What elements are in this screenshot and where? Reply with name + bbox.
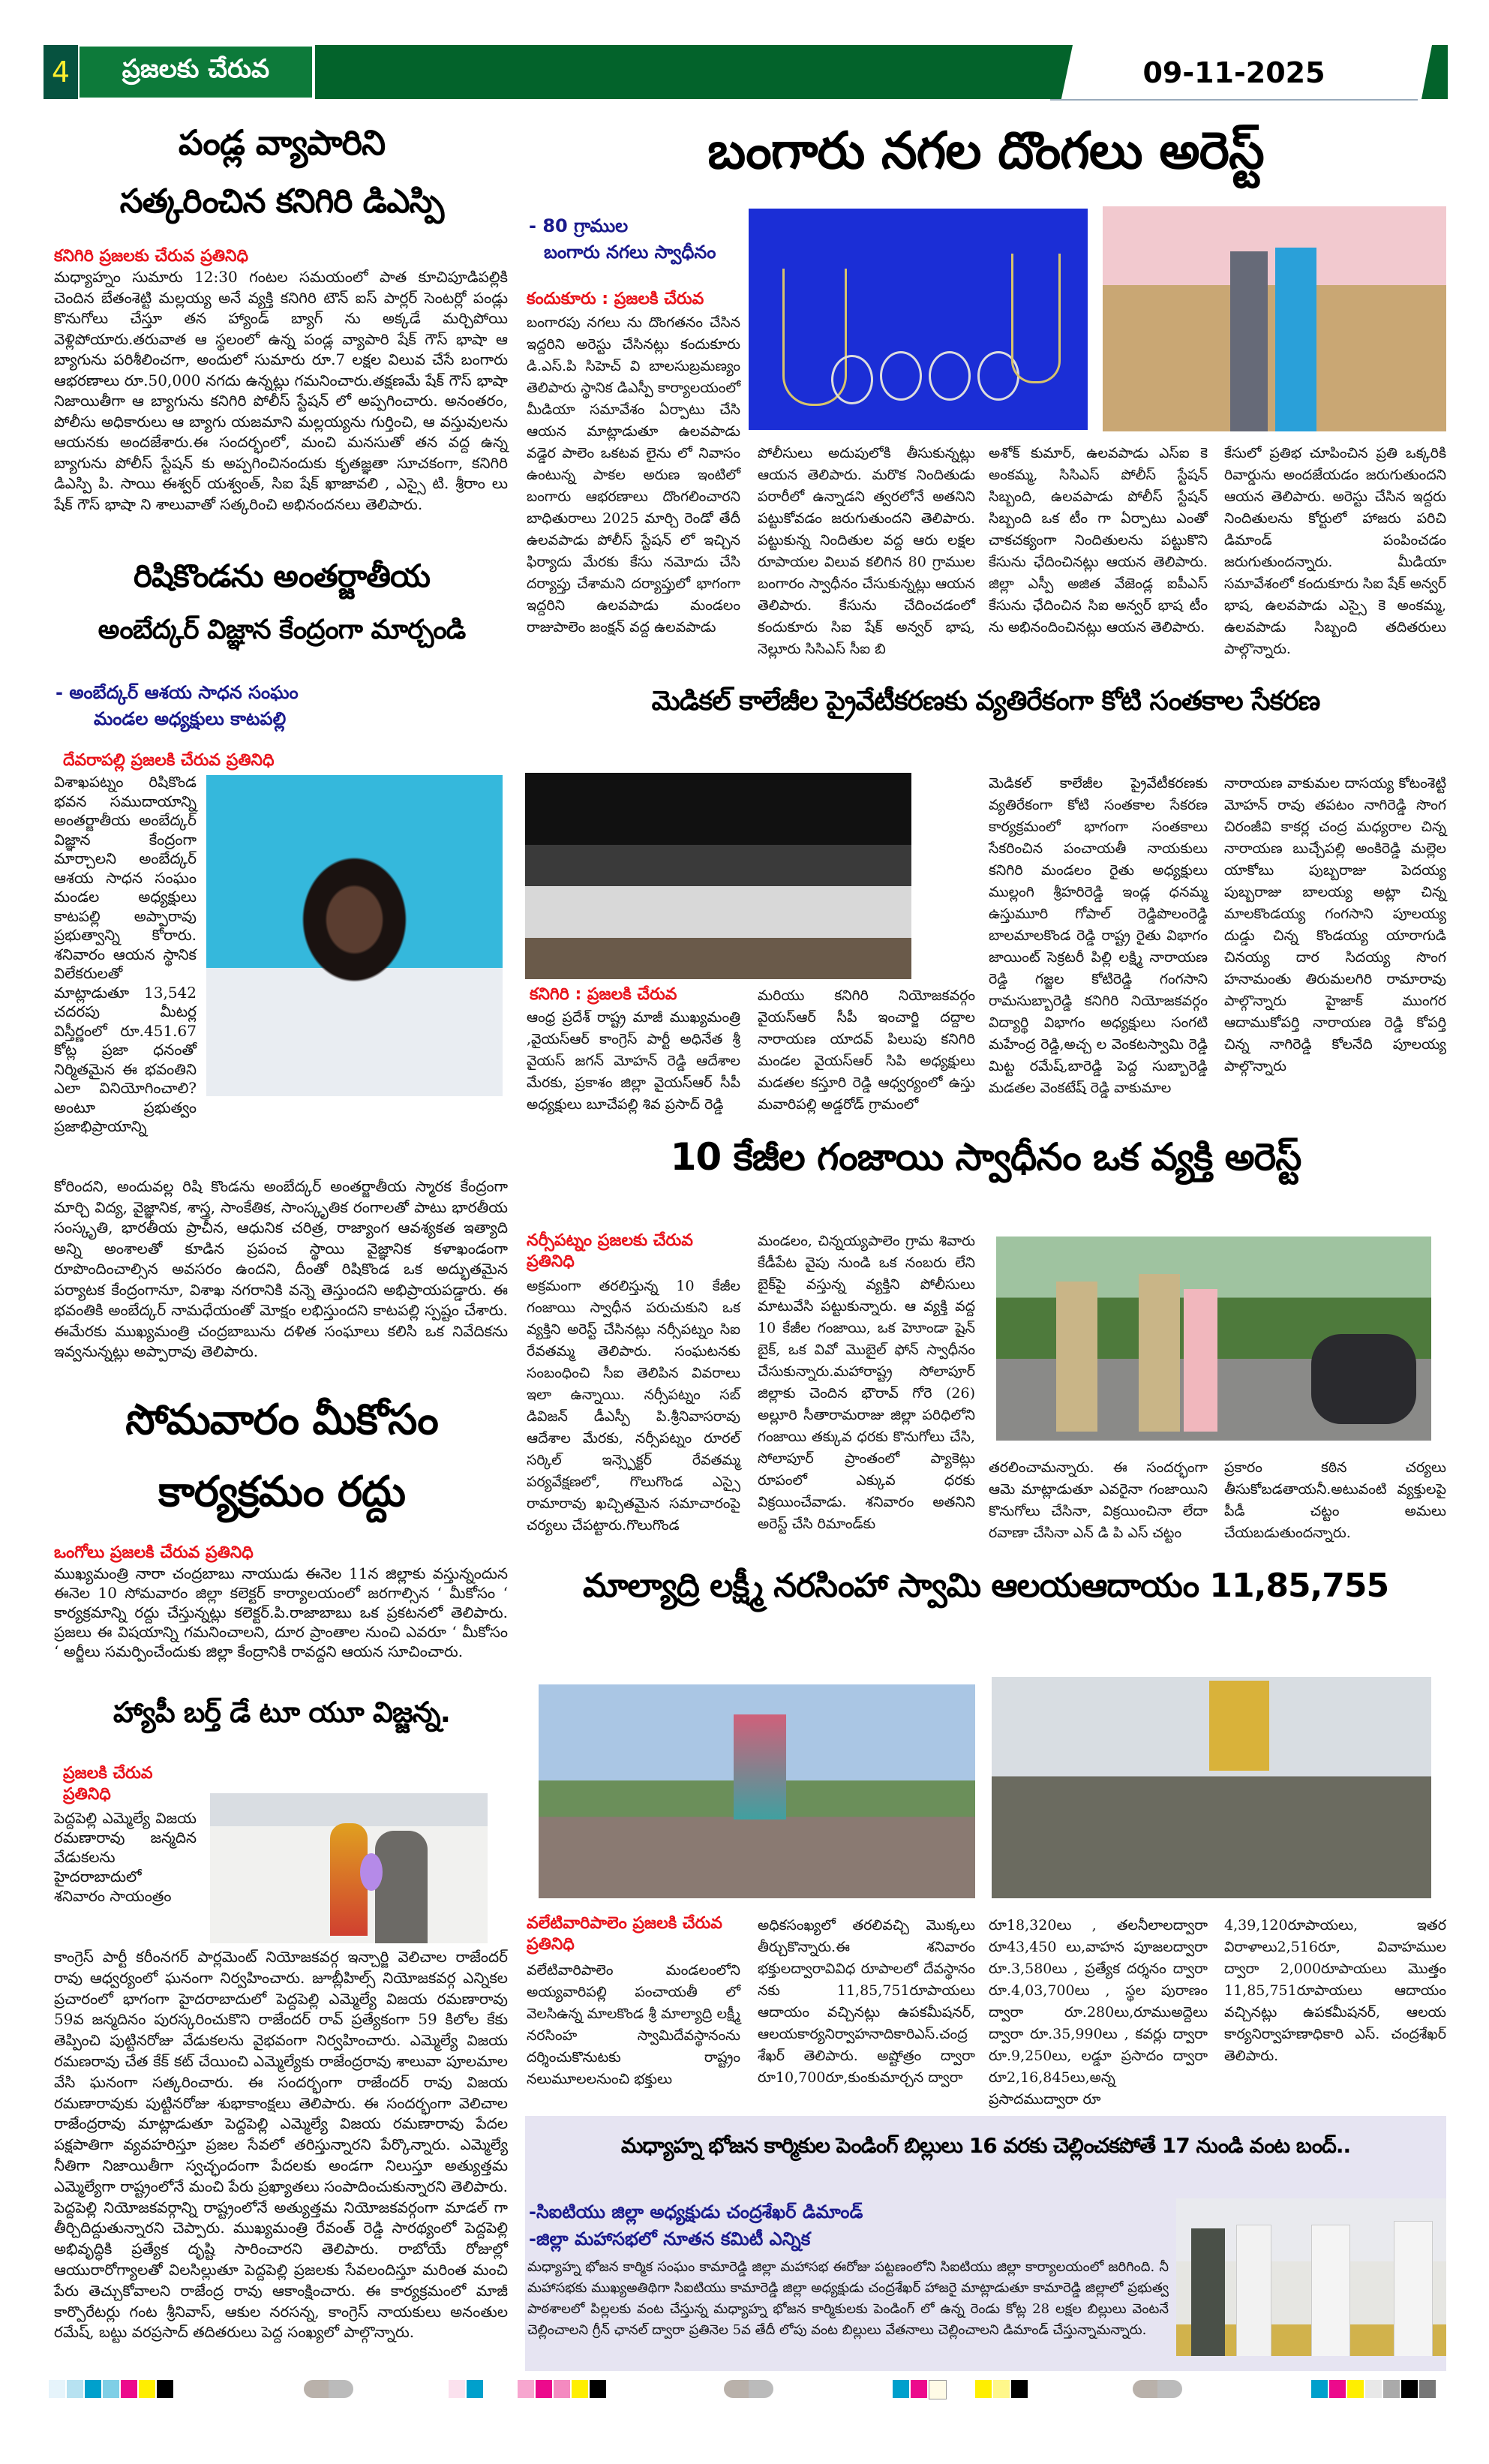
subheading: - 80 గ్రాముల — [529, 215, 629, 236]
article-body: మధ్యాహ్న భోజన కార్మిక సంఘం కామారెడ్డి జిల్లా మహాసభ ఈరోజు పట్టణంలోని సిఐటియు జిల్లా కార్యాలయంలో జరిగింది. నీ మహాసభకు ముఖ్యఅతిథిగా సిఐటియు కామారెడ్డి జిల్లా అధ్యక్షుడు చంద్రశేఖర్ హాజరై మాట్లాడుతూ కామారెడ్డి జిల్లాలో ప్రభుత్వ పాఠశాలలో పిల్లలకు వంట చేస్తున్న మధ్యాహ్న భోజన కార్మికులకు పెండింగ్ లో ఉన్న రెండు కోట్ల 28 లక్షల బిల్లులు వెంటనే చెల్లించాలని గ్రీన్ ఛానల్ ద్వారా ప్రతినెల 5వ తేదీ లోపు వంట బిల్లులు వేతనాలు చెల్లించాలని డిమాండ్ చేస్తున్నామన్నారు. — [527, 2259, 1169, 2338]
byline: నర్సీపట్నం ప్రజలకు చేరువ ప్రతినిధి — [527, 1231, 693, 1271]
byline: ఒంగోలు ప్రజలకి చేరువ ప్రతినిధి — [54, 1543, 254, 1562]
headline-ganja: 10 కేజీల గంజాయి స్వాధీనం ఒక వ్యక్తి అరెస్ట్ — [670, 1135, 1301, 1179]
color-registration-bar — [49, 2380, 173, 2398]
article-column: తరలించామన్నారు. ఈ సందర్భంగా ఆమె మాట్లాడుతూ ఎవరైనా గంజాయిని కొనుగోలు చేసినా, విక్రయించినా లేదా రవాణా చేసినా ఎన్ డి పి ఎస్ చట్టం — [989, 1459, 1208, 1541]
article-column: అశోక్ కుమార్, ఉలవపాడు ఎస్ఐ కె అంకమ్మ, సిసిఎస్ పోలీస్ స్టేషన్ సిబ్బంది, ఉలవపాడు పోలీస్ స్టేషన్ సిబ్బంది ఒక టీం గా ఏర్పాటు ఎంతో చాకచక్యంగా నిందితులను పట్టుకొని కేసును ఛేదించినట్లు ఆయన తెలిపారు. జిల్లా ఎస్పీ అజిత వేజెండ్ల ఐపీఎస్ కేసును ఛేదించిన సిఐ అన్వర్ భాష టీం ను అభినందించినట్లు ఆయన తెలిపారు. — [989, 445, 1208, 636]
article-column: 4,39,120రూపాయలు, ఇతర విరాళాలు2,516రూ, వివాహముల ద్వారా 2,000రూపాయలు మొత్తం 11,85,751రూపాయలు ఆదాయం వచ్చినట్లు ఉపకమీషనర్, ఆలయ కార్యనిర్వాహణాధికారి ఎస్. చంద్రశేఖర్ తెలిపారు. — [1224, 1917, 1446, 2064]
registration-pill — [1133, 2380, 1182, 2398]
masthead-title: ప్రజలకు చేరువ — [80, 47, 312, 98]
temple-photo-2 — [992, 1677, 1431, 1898]
article-body: కాంగ్రెస్ పార్టీ కరీంనగర్ పార్లమెంట్ నియోజకవర్గ ఇన్చార్జి వెలిచాల రాజేందర్ రావు ఆధ్వర్యంలో ఘనంగా నిర్వహించారు. జూబ్లీహిల్స్ నియోజకవర్గ ఎన్నికల ప్రచారంలో భాగంగా హైదరాబాదులో పెద్దపెల్లి ఎమ్మెల్యే విజయ రమణారావు 59వ జన్మదినం పురస్కరించుకొని రాజేందర్ రావ్ ప్రత్యేకంగా 59 కిలోల కేకు తెప్పించి పుట్టినరోజు వేడుకలను వైభవంగా నిర్వహించారు. ఎమ్మెల్యే విజయ రమణరావు చేత కేక్ కట్ చేయించి ఎమ్మెల్యేకు రాజేంద్రరావు శాలువా పూలమాల వేసి ఘనంగా సత్కరించారు. ఈ సందర్భంగా రాజేందర్ రావు విజయ రమణారావుకు పుట్టినరోజు శుభాకాంక్షలు తెలిపారు. ఈ సందర్భంగా వెలిచాల రాజేంద్రరావు మాట్లాడుతూ పెద్దపెల్లి ఎమ్మెల్యే విజయ రమణారావు పేదల పక్షపాతిగా వ్యవహరిస్తూ ప్రజల సేవలో తరిస్తున్నారని పేర్కొన్నారు. ఎమ్మెల్యే నీతిగా నిజాయితీగా స్వచ్ఛందంగా పేదలకు అండగా నిలుస్తూ అత్యుత్తమ ఎమ్మెల్యేగా రాష్ట్రంలోనే మంచి పేరు ప్రఖ్యాతలు సంపాదించుకున్నారని తెలిపారు. పెద్దపెల్లి నియోజకవర్గాన్ని రాష్ట్రంలోనే అత్యుత్తమ నియోజకవర్గంగా మాడల్ గా తీర్చిదిద్దుతున్నారని చెప్పారు. ముఖ్యమంత్రి రేవంత్ రెడ్డి సారథ్యంలో పెద్దపెల్లి అభివృద్ధికి ప్రత్యేక దృష్టి సారించారని తెలిపారు. రాబోయే రోజుల్లో ఆయురారోగ్యాలతో విలసిల్లుతూ పెద్దపెల్లి ప్రజలకు సేవలందిస్తూ మరింత మంచి పేరు తెచ్చుకోవాలని రాజేంద్ర రావు ఆకాంక్షించారు. ఈ కార్యక్రమంలో మాజీ కార్పొరేటర్లు గంట శ్రీనివాస్, ఆకుల నరసన్న, కాంగ్రెస్ నాయకులు అనంతుల రమేష్, బట్టు వరప్రసాద్ తదితరులు పెద్ద సంఖ్యలో పాల్గొన్నారు. — [54, 1948, 508, 2342]
headline-ambedkar-2: అంబేద్కర్ విజ్ఞాన కేంద్రంగా మార్చండి — [98, 614, 466, 645]
portrait-photo — [206, 775, 503, 1096]
page-number: 4 — [44, 45, 78, 99]
article-column: బంగారపు నగలు ను దొంగతనం చేసిన ఇద్దరిని అరెస్టు చేసినట్లు కందుకూరు డి.ఎస్.పి సిహెచ్ వి బాలసుబ్రమణ్యం తెలిపారు స్థానిక డిఎస్పీ కార్యాలయంలో మీడియా సమావేశం ఏర్పాటు చేసి ఆయన మాట్లాడుతూ ఉలవపాడు వడ్డెర పాలెం ఒకటవ లైను లో నివాసం ఉంటున్న పాకల అరుణ ఇంటిలో బంగారు ఆభరణాలు దొంగలించారని బాధితురాలు 2025 మార్చి రెండో తేదీ ఉలవపాడు పోలీస్ స్టేషన్ లో ఇచ్చిన ఫిర్యాదు మేరకు కేసు నమోదు చేసి దర్యాప్తు చేశామని దర్యాప్తులో భాగంగా ఇద్దరిని ఉలవపాడు మండలం రాజుపాలెం జంక్షన్ వద్ద ఉలవపాడు — [527, 314, 740, 636]
byline: వలేటివారిపాలెం ప్రజలకి చేరువ ప్రతినిధి — [527, 1914, 722, 1954]
color-registration-bar — [1311, 2380, 1436, 2398]
header-accent — [1421, 45, 1448, 99]
article-column: వలేటివారిపాలెం మండలంలోని అయ్యవారిపల్లి పంచాయతీ లో వెలసిఉన్న మాలకొండ శ్రీ మాల్యాద్రి లక్ష్మీ నరసింహ స్వామిదేవస్థానంను దర్శించుకొనుటకు రాష్ట్రం నలుమూలలనుంచి భక్తులు — [527, 1962, 740, 2087]
headline-ambedkar-1: రిషికొండను అంతర్జాతీయ — [133, 557, 431, 594]
article-column: ఆంధ్ర ప్రదేశ్ రాష్ట్ర మాజీ ముఖ్యమంత్రి ,వైయస్ఆర్ కాంగ్రెస్ పార్టీ అధినేత శ్రీ వైయస్ జగన్ మోహన్ రెడ్డి ఆదేశాల మేరకు, ప్రకాశం జిల్లా వైయస్ఆర్ సీపీ అధ్యక్షులు బూచేపల్లి శివ ప్రసాద్ రెడ్డి — [527, 1009, 740, 1113]
color-registration-bar — [975, 2380, 1028, 2398]
article-column: మండలం, చిన్నయ్యపాలెం గ్రామ శివారు కేడీపేట వైపు నుండి ఒక నంబరు లేని బైక్‌పై వస్తున్న వ్యక్తిని పోలీసులు మాటువేసి పట్టుకున్నారు. ఆ వ్యక్తి వద్ద 10 కేజీల గంజాయి, ఒక హెూండా షైన్ బైక్, ఒక వివో మొబైల్ ఫోన్ స్వాధీనం చేసుకున్నారు.మహారాష్ట్ర సోలాపూర్ జిల్లాకు చెందిన భౌరావ్ గోరె (26) అల్లూరి సీతారామరాజు జిల్లా పరిధిలోని గంజాయి తక్కువ ధరకు కొనుగోలు చేసి, సోలాపూర్ ప్రాంతంలో ప్యాకెట్లు రూపంలో ఎక్కువ ధరకు విక్రయించేవాడు. శనివారం అతనిని అరెస్ట్ చేసి రిమాండ్‌కు — [758, 1233, 975, 1532]
subheading: మండల అధ్యక్షులు కాటపల్లి — [94, 708, 287, 729]
issue-date: 09-11-2025 — [1050, 47, 1418, 101]
meeting-photo — [1176, 2198, 1446, 2356]
byline: కనిగిరి : ప్రజలకి చేరువ — [530, 985, 677, 1004]
article-column: అధికసంఖ్యలో తరలివచ్చి మొక్కలు తీర్చుకొన్నారు.ఈ శనివారం భక్తులద్వారావివిధ రూపాలలో దేవస్థానం నకు 11,85,751రూపాయలు ఆదాయం వచ్చినట్లు ఉపకమీషనర్, ఆలయకార్యనిర్వాహనాదికారిఎస్.చంద్ర శేఖర్ తెలిపారు. అష్టోత్రం ద్వారా రూ10,700రూ,కుంకుమార్చన ద్వారా — [758, 1917, 975, 2086]
article-body: కోరిందని, అందువల్ల రిషి కొండను అంబేద్కర్ అంతర్జాతీయ స్మారక కేంద్రంగా మార్చి విద్య, వైజ్ఞానిక, శాస్త్ర, సాంకేతిక, సాంస్కృతిక రంగాలతో పాటు భారతీయ సంస్కృతి, భారతీయ ప్రాచీన, ఆధునిక చరిత్ర, రాజ్యాంగ ఆవశ్యకత ఇత్యాది అన్ని అంశాలతో కూడిన ప్రపంచ స్థాయి వైజ్ఞానిక కళాఖండంగా రూపొందించాల్సిన అవసరం ఉందని, దీంతో రిషికొండ ఒక అద్భుతమైన పర్యాటక కేంద్రంగానూ, విశాఖ నగరానికి వన్నె తెస్తుందని అభిప్రాయపడ్డారు. ఈ భవంతికి అంబేద్కర్ నామధేయంతో మోక్షం లభిస్తుందని కాటపల్లి స్పష్టం చేశారు. ఈమేరకు ముఖ్యమంత్రి చంద్రబాబును దళిత సంఘాలు కలిసి ఒక నివేదికను ఇవ్వనున్నట్లు అప్పారావు తెలిపారు. — [54, 1177, 508, 1360]
article-body: పెద్దపెల్లి ఎమ్మెల్యే విజయ రమణారావు జన్మదిన వేడుకలను హైదరాబాదులో శనివారం సాయంత్రం — [54, 1809, 197, 1905]
headline-meekosam-1: సోమవారం మీకోసం — [125, 1396, 438, 1444]
article-column: ప్రకారం కఠిన చర్యలు తీసుకోబడతాయనీ.అటువంటి వ్యక్తులపై పీడీ చట్టం అమలు చేయబడుతుందన్నారు. — [1224, 1459, 1446, 1541]
signature-campaign-photo — [525, 773, 911, 979]
article-body: మధ్యాహ్నం సుమారు 12:30 గంటల సమయంలో పాత కూచిపూడిపల్లికి చెందిన బేతంశెట్టి మల్లయ్య అనే వ్యక్తి కనిగిరి టౌన్ ఐస్ పార్లర్ సెంటర్లో పండ్లు కొనుగోలు చేస్తూ తన హ్యాండ్ బ్యాగ్ ను అక్కడే మర్చిపోయి వెళ్లిపోయారు.తరువాత ఆ స్థలంలో ఉన్న పండ్ల వ్యాపారి షేక్ గౌస్ భాషా ఆ బ్యాగును పరిశీలించగా, అందులో సుమారు రూ.7 లక్షల విలువ చేసే బంగారు ఆభరణాలు రూ.50,000 నగదు ఉన్నట్లు గమనించారు.తక్షణమే షేక్ గౌస్ భాషా నిజాయితీగా ఆ బ్యాగును కనిగిరి పోలీస్ స్టేషన్ లో అప్పగించారు. అనంతరం, పోలీసు అధికారులు ఆ బ్యాగు యజమాని మల్లయ్యను గుర్తించి, ఆ వస్తువులను ఆయనకు అందజేశారు.ఈ సందర్భంలో, మంచి మనసుతో తన వద్ద ఉన్న బ్యాగును పోలీస్ స్టేషన్ కు అప్పగించినందుకు కృతజ్ఞతా సూచకంగా, కనిగిరి డిఎస్పి పి. సాయి ఈశ్వర్ యశ్వంత్, సిఐ షేక్ ఖాజావలి , ఎస్సై టి. శ్రీరాం లు షేక్ గౌస్ భాషా ని శాలువాతో సత్కరించి అభినందనలు తెలిపారు. — [54, 268, 508, 513]
article-column: అక్రమంగా తరలిస్తున్న 10 కేజీల గంజాయి స్వాధీన పరుచుకుని ఒక వ్యక్తిని అరెస్ట్ చేసినట్లు నర్సీపట్నం సిఐ రేవతమ్మ తెలిపారు. సంఘటనకు సంబంధించి సీఐ తెలిపిన వివరాలు ఇలా ఉన్నాయి. నర్సీపట్నం సబ్ డివిజన్ డీఎస్పీ పి.శ్రీనివాసరావు ఆదేశాల మేరకు, నర్సీపట్నం రూరల్ సర్కిల్ ఇన్స్పెక్టర్ రేవతమ్మ పర్యవేక్షణలో, గొలుగొండ ఎస్సై రామారావు ఖచ్చితమైన సమాచారంపై చర్యలు చేపట్టారు.గొలుగొండ — [527, 1278, 740, 1534]
byline: ప్రజలకి చేరువ ప్రతినిధి — [63, 1764, 153, 1804]
seized-jewelry-photo — [749, 209, 1088, 430]
color-registration-bar — [893, 2380, 947, 2398]
article-body: ముఖ్యమంత్రి నారా చంద్రబాబు నాయుడు ఈనెల 11న జిల్లాకు వస్తున్నందున ఈనెల 10 సోమవారం జిల్లా కలెక్టర్ కార్యాలయంలో జరగాల్సిన ‘ మీకోసం ‘ కార్యక్రమాన్ని రద్దు చేస్తున్నట్లు కలెక్టర్.పి.రాజాబాబు ఒక ప్రకటనలో తెలిపారు. ప్రజలు ఈ విషయాన్ని గమనించాలని, దూర ప్రాంతాల నుంచి ఎవరూ ‘ మీకోసం ‘ అర్జీలు సమర్పించేందుకు జిల్లా కేంద్రానికి రావద్దని ఆయన సూచించారు. — [54, 1564, 508, 1660]
headline-fruit-vendor-2: సత్కరించిన కనిగిరి డిఎస్పి — [119, 182, 444, 221]
color-registration-bar — [518, 2380, 606, 2398]
birthday-photo — [210, 1793, 488, 1943]
article-column: కేసులో ప్రతిభ చూపించిన ప్రతి ఒక్కరికి రివార్డును అందజేయడం జరుగుతుందని ఆయన తెలిపారు. అరెస్టు చేసిన ఇద్దరు నిందితులను కోర్టులో హాజరు పరిచి డిమాండ్ పంపించడం జరుగుతుందన్నారు. మీడియా సమావేశంలో కందుకూరు సిఐ షేక్ అన్వర్ భాష, ఉలవపాడు ఎస్సై కె అంకమ్మ, ఉలవపాడు సిబ్బంది తదితరులు పాల్గొన్నారు. — [1224, 445, 1446, 657]
subheading: - అంబేద్కర్ ఆశయ సాధన సంఘం — [56, 682, 299, 703]
article-body: విశాఖపట్నం రిషికొండ భవన సముదాయాన్ని అంతర్జాతీయ అంబేద్కర్ విజ్ఞాన కేంద్రంగా మార్చాలని అంబేద్కర్ ఆశయ సాధన సంఘం మండల అధ్యక్షులు కాటపల్లి అప్పారావు ప్రభుత్వాన్ని కోరారు. శనివారం ఆయన స్థానిక విలేకరులతో మాట్లాడుతూ 13,542 చదరపు మీటర్ల విస్తీర్ణంలో రూ.451.67 కోట్ల ప్రజా ధనంతో నిర్మితమైన ఈ భవంతిని ఎలా వినియోగించాలి? అంటూ ప్రభుత్వం ప్రజాభిప్రాయాన్ని — [54, 773, 197, 1135]
header-bar — [315, 45, 1073, 99]
headline-medical-colleges: మెడికల్ కాలేజీల ప్రైవేటీకరణకు వ్యతిరేకంగా కోటి సంతకాల సేకరణ — [651, 686, 1320, 717]
article-column: రూ18,320లు , తలనీలాలద్వారా రూ43,450 లు,వాహన పూజలద్వారా రూ.3,580లు , ప్రత్యేక దర్శనం ద్వారా రూ.4,03,700లు , స్థల పురాణం ద్వారా రూ.280లు,రూముఅద్దెలు ద్వారా రూ.35,990లు , కవర్లు ద్వారా రూ.9,250లు, లడ్డూ ప్రసాదం ద్వారా రూ2,16,845లు,అన్న ప్రసాదముద్వారా రూ — [989, 1917, 1208, 2108]
byline: కందుకూరు : ప్రజలకి చేరువ — [527, 290, 704, 308]
headline-midday-meal: మధ్యాహ్న భోజన కార్మికుల పెండింగ్ బిల్లులు 16 వరకు చెల్లించకపోతే 17 నుండి వంట బంద్.. — [620, 2133, 1351, 2158]
registration-pill — [304, 2380, 353, 2398]
ganja-seizure-photo — [996, 1237, 1431, 1441]
registration-pill — [724, 2380, 773, 2398]
article-column: పోలీసులు అదుపులోకి తీసుకున్నట్లు ఆయన తెలిపారు. మరొక నిందితుడు పరారీలో ఉన్నాడని త్వరలోనే అతనిని పట్టుకోవడం జరుగుతుందని తెలిపారు. పట్టుకున్న నిందితుల వద్ద ఆరు లక్షల రూపాయల విలువ కలిగిన 80 గ్రాముల బంగారం స్వాధీనం చేసుకున్నట్లు ఆయన తెలిపారు. కేసును చేదించడంలో కందుకూరు సిఐ షేక్ అన్వర్ భాష, నెల్లూరు సిసిఎస్ సీఐ బి — [758, 445, 975, 657]
article-column: నారాయణ వాకుమల దాసయ్య కోటంశెట్టి మోహన్ రావు తపటం నాగిరెడ్డి సొంగ చిరంజీవి కాకర్ల చంద్ర మధ్యరాల చిన్న నారాయణ బుచ్చేపల్లి అంకిరెడ్డి మల్లెల యాకోబు పుబ్బరాజు పెదయ్య పుబ్బరాజు బాలయ్య అట్లా చిన్న మాలకొండయ్య గంగసాని పూలయ్య దుడ్డు చిన్న కొండయ్య యారాగుడి చినయ్య దార సిదయ్య సొంగ హనామంతు తిరుమలగిరి రామారావు పాల్గొన్నారు హైజాక్ ముంగర ఆదాముకోపర్తి నారాయణ రెడ్డి కోపర్తి చిన్న నాగిరెడ్డి కోలనేది పూలయ్య పాల్గొన్నారు — [1224, 775, 1446, 1074]
headline-gold-theft: బంగారు నగల దొంగలు అరెస్ట్ — [707, 122, 1264, 181]
article-column: మెడికల్ కాలేజీల ప్రైవేటీకరణకు వ్యతిరేకంగా కోటి సంతకాల సేకరణ కార్యక్రమంలో భాగంగా సంతకాలు సేకరించిన పంచాయతీ నాయకులు కనిగిరి మండలం రైతు అధ్యక్షులు ముల్లంగి శ్రీహరిరెడ్డి ఇండ్ల ధనమ్మ ఉస్తుమూరి గోపాల్ రెడ్డిపొలంరెడ్డి బాలమాలకొండ రెడ్డి రాష్ట్ర రైతు విభాగం జాయింట్ సెక్రటరీ పిల్లి లక్ష్మి నారాయణ రెడ్డి గజ్జల కోటిరెడ్డి గంగసాని రామసుబ్బారెడ్డి కనిగిరి నియోజకవర్గం విద్యార్థి విభాగం అధ్యక్షులు సంగటి మహేంద్ర రెడ్డి,అచ్చ ల వెంకటస్వామి రెడ్డి మిట్ట రమేష్,బారెడ్డి పెద్ద సుబ్బారెడ్డి మడతల వెంకటేష్ రెడ్డి వాకుమాల — [989, 775, 1208, 1096]
article-column: మరియు కనిగిరి నియోజకవర్గం వైయస్ఆర్ సీపీ ఇంచార్జి దద్దాల నారాయణ యాదవ్ పిలుపు కనిగిరి మండల వైయస్ఆర్ సిపి అధ్యక్షులు మడతల కస్తూరి రెడ్డి ఆధ్వర్యంలో ఉస్తు మవారిపల్లి అడ్డరోడ్ గ్రామంలో — [758, 987, 975, 1113]
byline: దేవరాపల్లి ప్రజలకి చేరువ ప్రతినిధి — [63, 751, 275, 770]
headline-birthday: హ్యాపీ బర్త్ డే టూ యూ విజ్జన్న. — [113, 1696, 451, 1729]
byline: కనిగిరి ప్రజలకు చేరువ ప్రతినిధి — [54, 247, 249, 266]
subheading: బంగారు నగలు స్వాధీనం — [544, 242, 716, 263]
color-registration-bar — [449, 2380, 483, 2398]
headline-meekosam-2: కార్యక్రమం రద్దు — [158, 1468, 405, 1516]
headline-fruit-vendor-1: పండ్ల వ్యాపారిని — [178, 122, 386, 163]
subheading: -సిఐటియు జిల్లా అధ్యక్షుడు చంద్రశేఖర్ డిమాండ్ — [529, 2201, 863, 2222]
police-press-meet-photo — [1103, 206, 1446, 431]
subheading: -జిల్లా మహాసభలో నూతన కమిటీ ఎన్నిక — [529, 2228, 811, 2249]
temple-photo-1 — [539, 1684, 975, 1898]
headline-temple: మాల్యాద్రి లక్ష్మీ నరసింహా స్వామి ఆలయఆదాయం 11,85,755 — [582, 1567, 1389, 1605]
